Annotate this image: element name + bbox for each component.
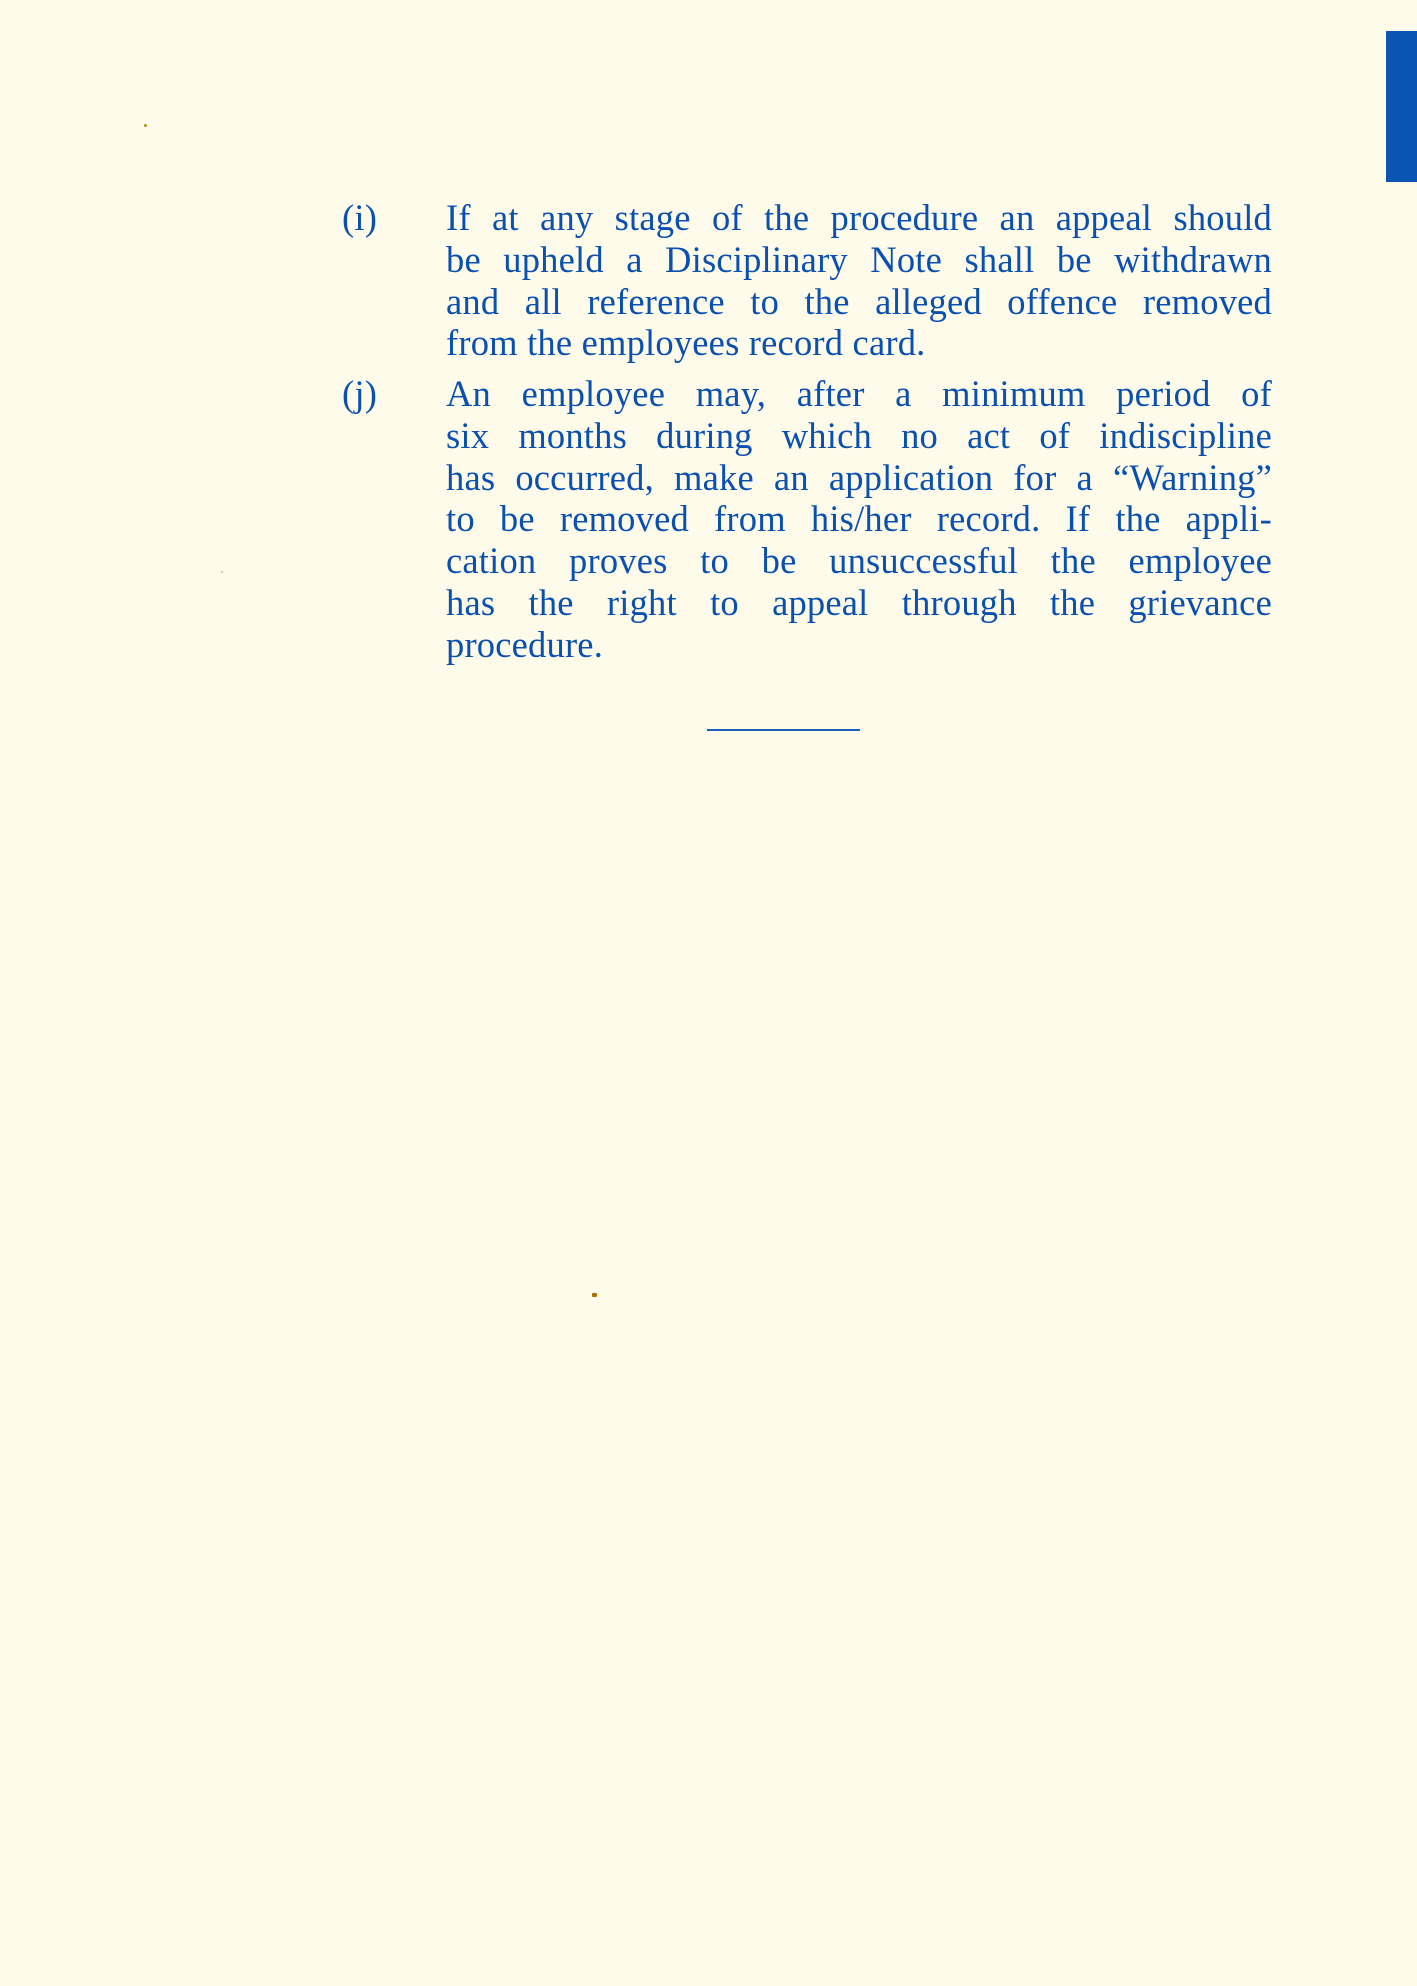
text-line: has the right to appeal through the grievance xyxy=(446,581,1272,623)
text-line: six months during which no act of indiscipline xyxy=(446,414,1272,456)
clause-text xyxy=(446,373,1272,666)
text-line: be upheld a Disciplinary Note shall be withdrawn xyxy=(446,238,1272,280)
text-line: and all reference to the alleged offence removed xyxy=(446,280,1272,322)
paper-speck xyxy=(144,124,147,127)
text-line: has occurred, make an application for a “Warning” xyxy=(446,456,1272,498)
text-line: from the employees record card. xyxy=(446,322,926,364)
text-line: procedure. xyxy=(446,623,604,665)
clause-j xyxy=(342,373,1272,666)
text-line: If at any stage of the procedure an appeal should xyxy=(446,197,1272,238)
text-line: cation proves to be unsuccessful the employee xyxy=(446,540,1272,582)
section-end-rule xyxy=(707,729,860,731)
clause-text xyxy=(446,197,1272,364)
clause-label: (j) xyxy=(342,373,378,414)
text-line: to be removed from his/her record. If the appli- xyxy=(446,498,1272,540)
clause-label: (i) xyxy=(342,197,378,238)
text-line: An employee may, after a minimum period of xyxy=(446,373,1272,414)
page-edge-tab xyxy=(1386,31,1417,182)
paper-speck xyxy=(592,1293,597,1297)
paper-speck xyxy=(221,571,223,573)
clause-i xyxy=(342,197,1272,364)
